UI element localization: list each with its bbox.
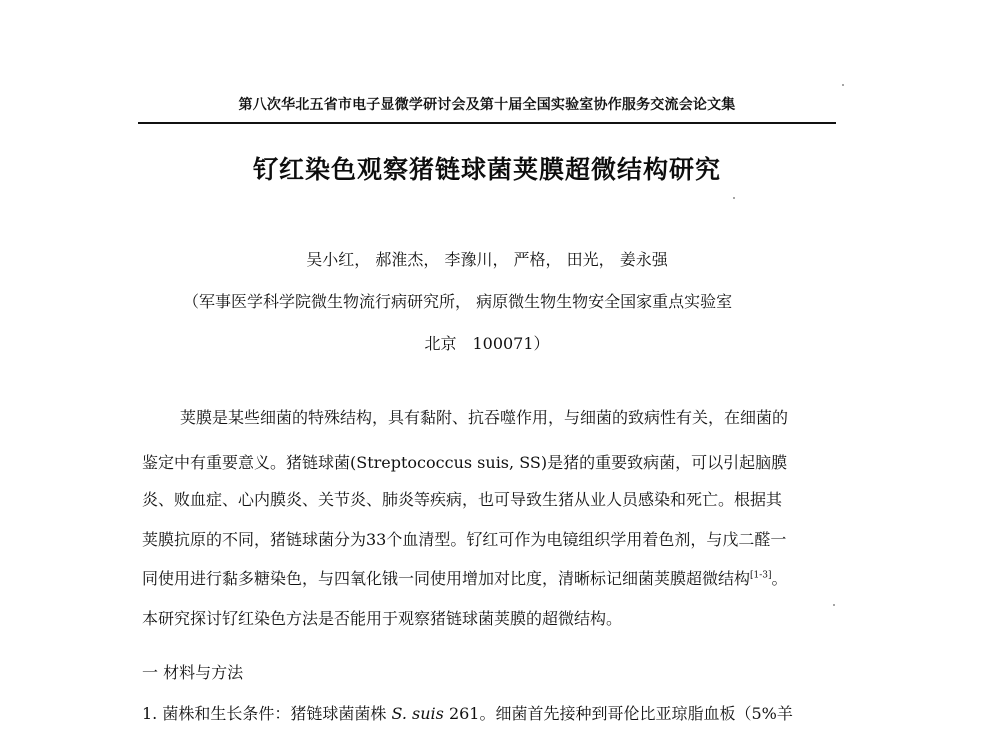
scan-speck bbox=[833, 604, 835, 606]
scan-speck bbox=[842, 84, 844, 86]
method-line-1 bbox=[142, 704, 793, 724]
strain-name: S. suis bbox=[391, 704, 444, 723]
section-heading-materials-methods: 一 材料与方法 bbox=[142, 663, 244, 682]
body-line-2: 鉴定中有重要意义。猪链球菌(Streptococcus suis, SS)是猪的重要致病菌，可以引起脑膜 bbox=[142, 453, 788, 472]
method-line-suffix: 261。细菌首先接种到哥伦比亚琼脂血板（5%羊 bbox=[443, 704, 793, 723]
proceedings-header bbox=[138, 88, 836, 124]
body-line-5 bbox=[142, 569, 788, 589]
body-line-5-text: 同使用进行黏多糖染色，与四氧化锇一同使用增加对比度，清晰标记细菌荚膜超微结构 bbox=[142, 569, 751, 588]
paper-title: 钌红染色观察猪链球菌荚膜超微结构研究 bbox=[252, 155, 721, 184]
affiliation-line-1: （军事医学科学院微生物流行病研究所， 病原微生物生物安全国家重点实验室 bbox=[183, 292, 733, 311]
body-line-3: 炎、败血症、心内膜炎、关节炎、肺炎等疾病，也可导致生猪从业人员感染和死亡。根据其 bbox=[142, 490, 783, 509]
body-line-6: 本研究探讨钌红染色方法是否能用于观察猪链球菌荚膜的超微结构。 bbox=[142, 609, 623, 628]
body-line-1: 荚膜是某些细菌的特殊结构，具有黏附、抗吞噬作用，与细菌的致病性有关，在细菌的 bbox=[180, 408, 789, 427]
affiliation-line-2: 北京 100071） bbox=[424, 334, 550, 353]
author-list: 吴小红， 郝淮杰， 李豫川， 严格， 田光， 姜永强 bbox=[306, 250, 668, 269]
body-line-5-end: 。 bbox=[771, 569, 788, 588]
scan-speck bbox=[733, 197, 735, 199]
proceedings-header-text: 第八次华北五省市电子显微学研讨会及第十届全国实验室协作服务交流会论文集 bbox=[238, 97, 736, 113]
body-line-4: 荚膜抗原的不同，猪链球菌分为33个血清型。钌红可作为电镜组织学用着色剂，与戊二醛一 bbox=[142, 530, 787, 549]
citation-reference: [1-3] bbox=[750, 570, 772, 581]
method-line-prefix: 1. 菌株和生长条件：猪链球菌菌株 bbox=[142, 704, 392, 723]
